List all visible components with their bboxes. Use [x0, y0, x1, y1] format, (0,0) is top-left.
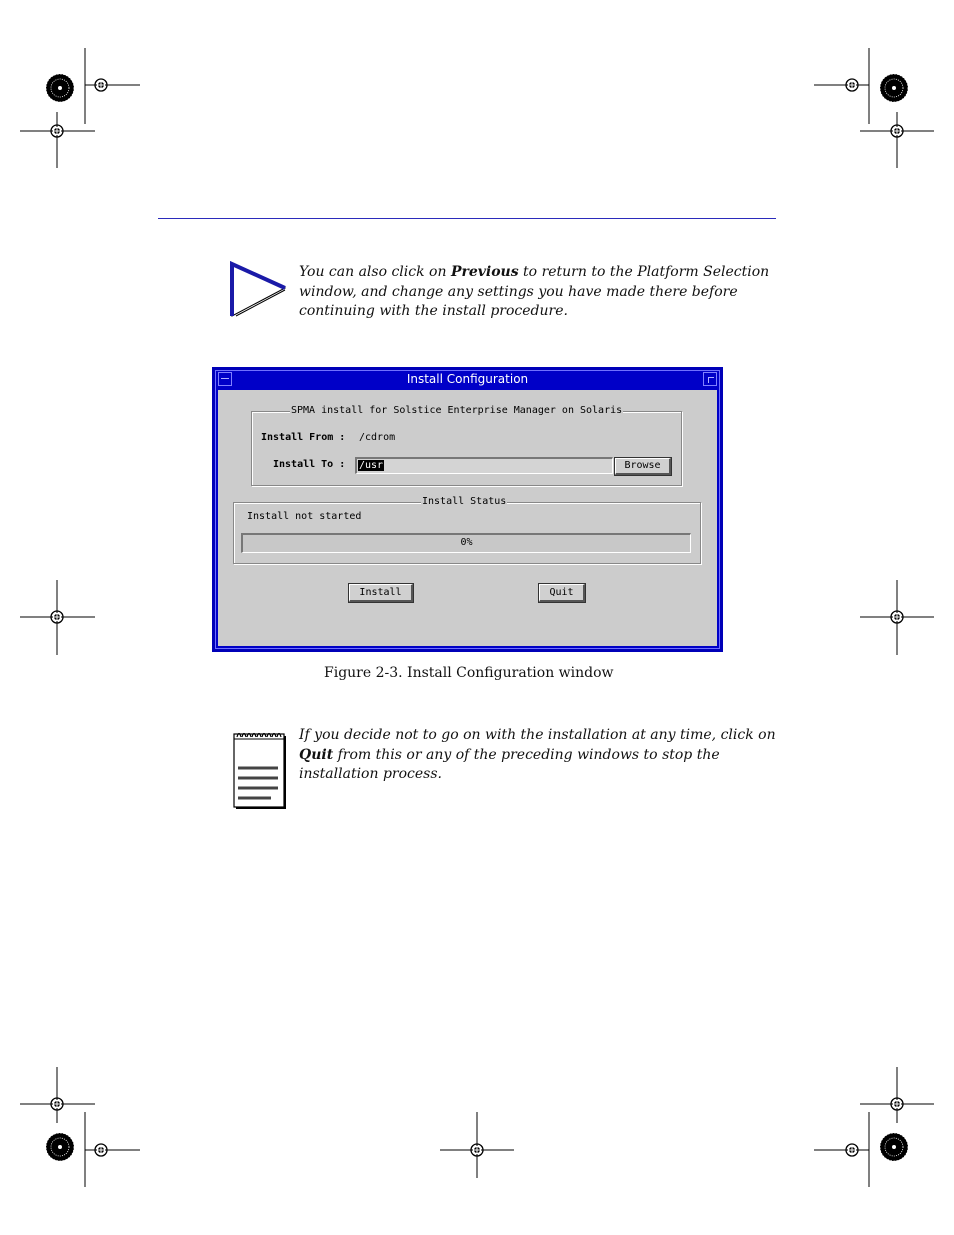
- quit-button[interactable]: [539, 584, 585, 602]
- install-progress-bar: [241, 533, 691, 553]
- install-button[interactable]: [349, 584, 413, 602]
- install-from-value: /cdrom: [359, 432, 396, 443]
- install-paths-group-title: SPMA install for Solstice Enterprise Manager on Solaris: [291, 405, 623, 416]
- note-previous-text-1: You can also click on: [299, 264, 451, 280]
- note-previous-text-2: to return to the Platform Selection window, and change any settings you have made there before continuing with the install procedure.: [299, 264, 770, 319]
- window-menu-icon[interactable]: [218, 372, 232, 386]
- install-status-text: Install not started: [247, 511, 362, 522]
- browse-button[interactable]: [615, 458, 671, 475]
- note-quit-text-2: from this or any of the preceding windows to stop the installation process.: [299, 746, 720, 782]
- browse-button-label: Browse: [624, 460, 661, 471]
- install-configuration-window: [212, 367, 723, 652]
- header-rule: [158, 218, 776, 219]
- window-title: Install Configuration: [406, 372, 529, 386]
- install-from-label: Install From :: [261, 432, 346, 443]
- note-quit-text-1: If you decide not to go on with the installation at any time, click on: [299, 727, 776, 743]
- install-paths-group: [251, 405, 682, 486]
- window-titlebar[interactable]: [216, 371, 719, 388]
- install-progress-text: 0%: [460, 537, 473, 548]
- install-to-value: /usr: [359, 460, 384, 471]
- note-previous-bold: Previous: [450, 264, 519, 280]
- window-client-area: [218, 390, 717, 646]
- window-maximize-icon[interactable]: [703, 372, 717, 386]
- note-arrow-icon: [229, 261, 289, 321]
- install-status-group: [233, 496, 701, 564]
- quit-button-label: Quit: [549, 587, 574, 598]
- note-quit-bold: Quit: [299, 746, 334, 763]
- notepad-icon: [231, 728, 291, 812]
- install-status-group-title: Install Status: [422, 496, 507, 507]
- install-to-input[interactable]: [355, 457, 613, 474]
- install-button-label: Install: [359, 587, 402, 598]
- note-quit: [299, 726, 779, 785]
- window-frame: [215, 370, 720, 649]
- note-previous: [299, 263, 779, 322]
- install-to-label: Install To :: [273, 459, 346, 470]
- figure-caption: Figure 2-3. Install Configuration window: [324, 665, 614, 681]
